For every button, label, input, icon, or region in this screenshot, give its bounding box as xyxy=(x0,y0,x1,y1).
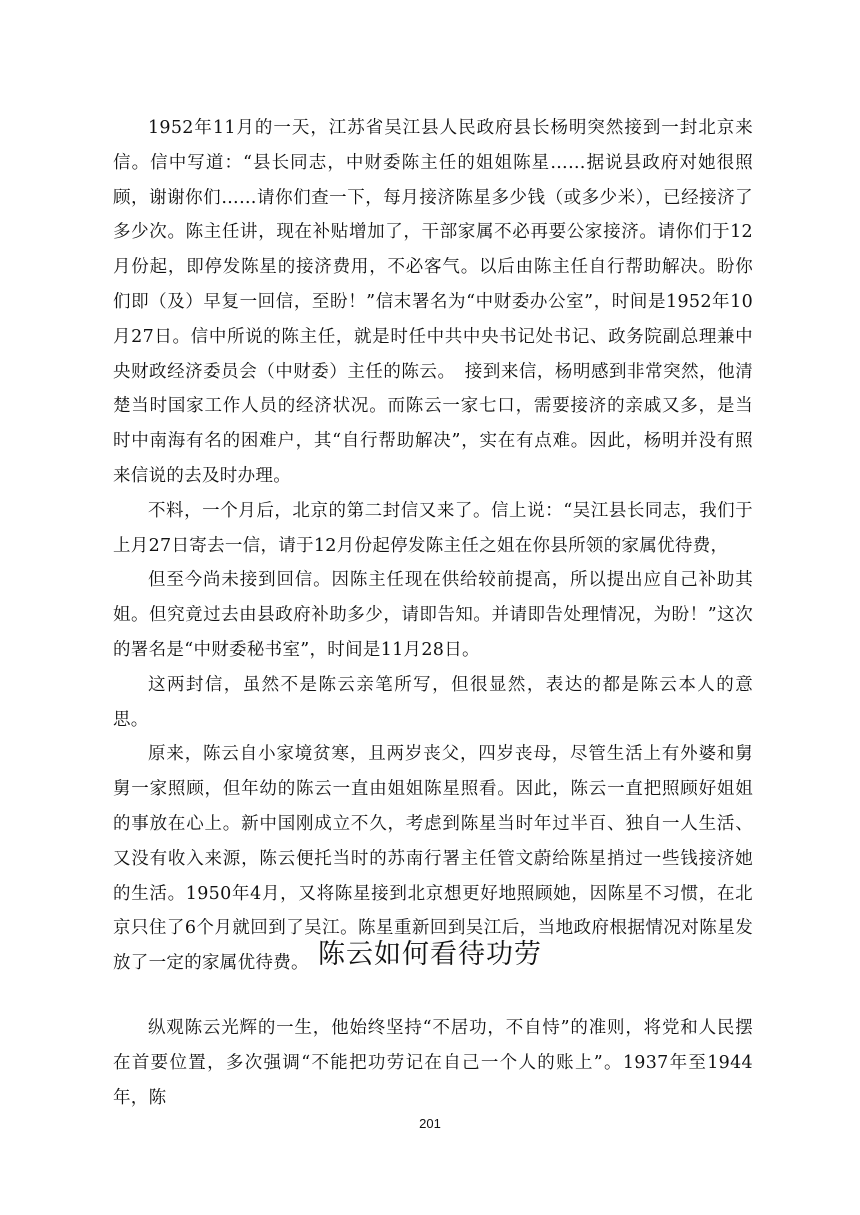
paragraph: 原来，陈云自小家境贫寒，且两岁丧父，四岁丧母，尽管生活上有外婆和舅舅一家照顾，但年幼的陈云一直由姐姐陈星照看。因此，陈云一直把照顾好姐姐的事放在心上。新中国刚成立不久，考虑到陈星当时年过半百、独自一人生活、又没有收入来源，陈云便托当时的苏南行署主任管文蔚给陈星捎过一些钱接济她的生活。1950年4月，又将陈星接到北京想更好地照顾她，因陈星不习惯，在北京只住了6个月就回到了吴江。陈星重新回到吴江后，当地政府根据情况对陈星发放了一定的家属优待费。 xyxy=(113,744,753,974)
section-title: 陈云如何看待功劳 xyxy=(318,939,542,970)
body-text-part1 xyxy=(113,111,753,981)
paragraph: 1952年11月的一天，江苏省吴江县人民政府县长杨明突然接到一封北京来信。信中写道：“县长同志，中财委陈主任的姐姐陈星……据说县政府对她很照顾，谢谢你们……请你们查一下，每月接济陈星多少钱（或多少米），已经接济了多少次。陈主任讲，现在补贴增加了，干部家属不必再要公家接济。请你们于12月份起，即停发陈星的接济费用，不必客气。以后由陈主任自行帮助解决。盼你们即（及）早复一回信，至盼！”信末署名为“中财委办公室”，时间是1952年10月27日。信中所说的陈主任，就是时任中共中央书记处书记、政务院副总理兼中央财政经济委员会（中财委）主任的陈云。 接到来信，杨明感到非常突然，他清楚当时国家工作人员的经济状况。而陈云一家七口，需要接济的亲戚又多，是当时中南海有名的困难户，其“自行帮助解决”，实在有点难。因此，杨明并没有照来信说的去及时办理。 xyxy=(113,118,753,486)
body-text-part2 xyxy=(113,1011,753,1115)
paragraph: 纵观陈云光辉的一生，他始终坚持“不居功，不自恃”的准则，将党和人民摆在首要位置，多次强调“不能把功劳记在自己一个人的账上”。1937年至1944年，陈 xyxy=(113,1018,753,1108)
page-number: 201 xyxy=(419,1116,441,1131)
paragraph: 不料，一个月后，北京的第二封信又来了。信上说：“吴江县长同志，我们于上月27日寄去一信，请于12月份起停发陈主任之姐在你县所领的家属优待费， xyxy=(113,500,753,556)
paragraph: 这两封信，虽然不是陈云亲笔所写，但很显然，表达的都是陈云本人的意思。 xyxy=(113,674,753,730)
paragraph: 但至今尚未接到回信。因陈主任现在供给较前提高，所以提出应自己补助其姐。但究竟过去由县政府补助多少，请即告知。并请即告处理情况，为盼！”这次的署名是“中财委秘书室”，时间是11月28日。 xyxy=(113,570,753,660)
